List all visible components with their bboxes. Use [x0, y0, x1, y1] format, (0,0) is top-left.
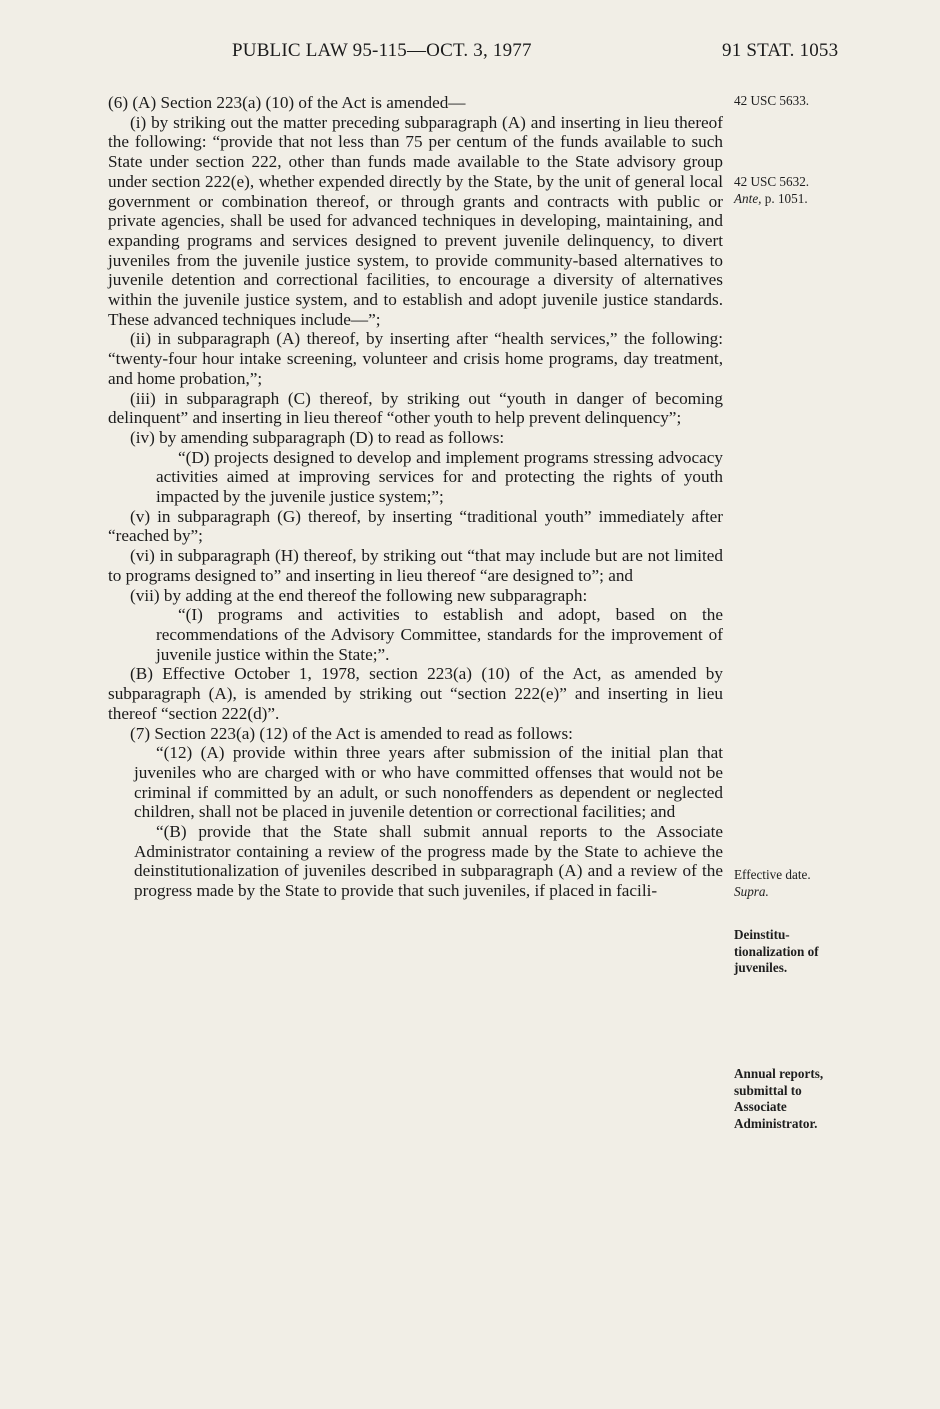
margin-note-effective-date: Effective date. Supra. [734, 867, 811, 899]
paragraph-7: (7) Section 223(a) (12) of the Act is amended to read as follows: [130, 723, 573, 743]
page-title: PUBLIC LAW 95-115—OCT. 3, 1977 [232, 40, 532, 61]
paragraph-6a-i: (i) by striking out the matter preceding subparagraph (A) and inserting in lieu thereof the following: “provide that not less than 75 per centum of the funds available to such State under section 222, other than funds made available to the State advisory group under section 222(e), whether expended directly by the State, by the unit of general local government or combination thereof, or through grants and contracts with public or private agencies, shall be used for advanced techniques in developing, maintaining, and expanding programs and services designed to prevent juvenile delinquency, to divert juveniles from the juvenile justice system, to provide community-based alternatives to juvenile detention and correctional facilities, to encourage a diversity of alternatives within the juvenile justice system, and to establish and adopt juvenile justice standards. These advanced techniques include—”; [108, 112, 723, 329]
paragraph-6a: (6) (A) Section 223(a) (10) of the Act is amended— [108, 93, 466, 112]
page-header [0, 40, 940, 66]
margin-note-usc-5632: 42 USC 5632. Ante, p. 1051. [734, 174, 810, 206]
paragraph-6a-ii: (ii) in subparagraph (A) thereof, by inserting after “health services,” the following: “twenty-four hour intake screening, volunteer and crisis home programs, day treatment, and home probation,”; [108, 329, 723, 388]
statute-page-number: 91 STAT. 1053 [722, 40, 839, 61]
paragraph-6a-iv: (iv) by amending subparagraph (D) to read as follows: [130, 427, 505, 447]
margin-note-usc-5633: 42 USC 5633. [734, 93, 810, 108]
paragraph-6a-v: (v) in subparagraph (G) thereof, by inserting “traditional youth” immediately after “reached by”; [108, 506, 723, 546]
quoted-subparagraph-i: “(I) programs and activities to establish and adopt, based on the recommendations of the Advisory Committee, standards for the improvement of juvenile justice within the State;”. [156, 605, 723, 664]
quoted-paragraph-12b: “(B) provide that the State shall submit annual reports to the Associate Administrator containing a review of the progress made by the State to achieve the deinstitutionalization of juveniles described in subparagraph (A) and a review of the progress made by the State to provide that such juveniles, if placed in facili- [134, 822, 723, 901]
margin-note-annual-reports: Annual reports, submittal to Associate Administrator. [734, 1066, 824, 1131]
quoted-subparagraph-d: “(D) projects designed to develop and implement programs stressing advocacy activities aimed at improving services for and protecting the rights of youth impacted by the juvenile justice system;”; [156, 447, 723, 507]
paragraph-6a-vi: (vi) in subparagraph (H) thereof, by striking out “that may include but are not limited to programs designed to” and inserting in lieu thereof “are designed to”; and [108, 546, 723, 585]
paragraph-6b: (B) Effective October 1, 1978, section 223(a) (10) of the Act, as amended by subparagraph (A), is amended by striking out “section 222(e)” and inserting in lieu thereof “section 222(d)”. [108, 664, 723, 723]
margin-note-deinstitutionalization: Deinstitu- tionalization of juveniles. [734, 927, 819, 975]
body-text [108, 93, 723, 901]
paragraph-6a-vii: (vii) by adding at the end thereof the following new subparagraph: [130, 585, 588, 605]
paragraph-6a-iii: (iii) in subparagraph (C) thereof, by striking out “youth in danger of becoming delinquent” and inserting in lieu thereof “other youth to help prevent delinquency”; [108, 388, 723, 428]
quoted-paragraph-12a: “(12) (A) provide within three years after submission of the initial plan that juveniles who are charged with or who have committed offenses that would not be criminal if committed by an adult, or such nonoffenders as dependent or neglected children, shall not be placed in juvenile detention or correctional facilities; and [134, 743, 723, 822]
